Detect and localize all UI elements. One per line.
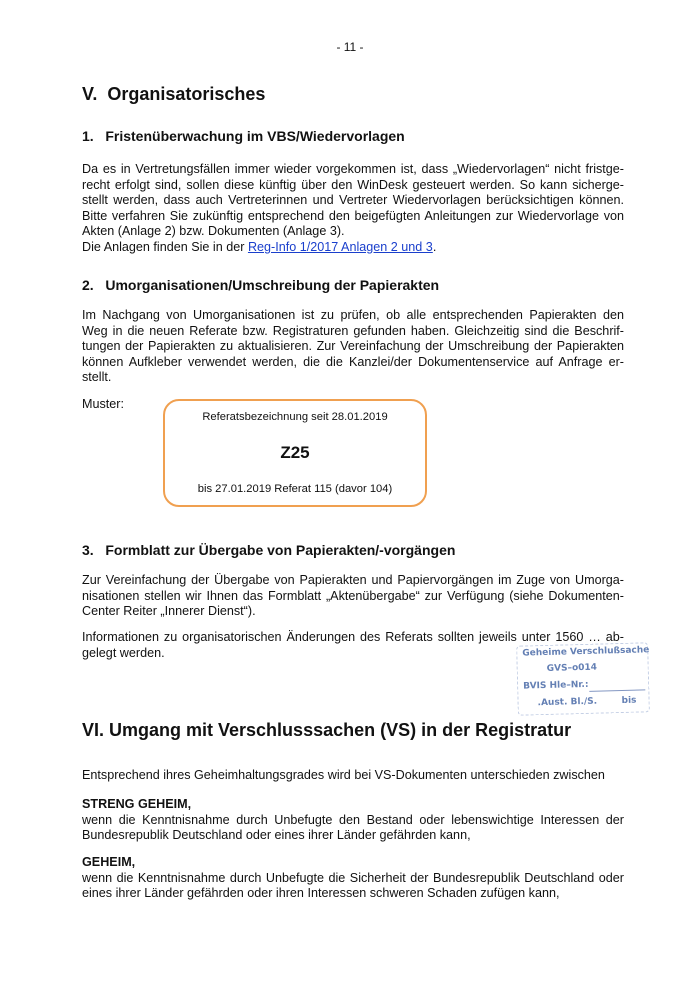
paragraph-line: Center Reiter „Innerer Dienst“).: [82, 604, 256, 619]
muster-label: Muster:: [82, 397, 124, 411]
muster-top-text: Referatsbezeichnung seit 28.01.2019: [202, 411, 388, 423]
section-v3-heading: 3. Formblatt zur Übergabe von Papierakten/-vorgängen: [82, 542, 456, 558]
paragraph-line: stellt.: [82, 370, 112, 385]
paragraph-line: Informationen zu organisatorischen Änderungen des Referats sollten jeweils unter 1560 … ab-: [82, 630, 624, 644]
section-v3-paragraph: [82, 573, 624, 620]
section-vi-title: VI. Umgang mit Verschlusssachen (VS) in der Registratur: [82, 720, 572, 740]
paragraph-line: nisationen stellen wir Ihnen das Formblatt „Aktenübergabe“ zur Verfügung (siehe Dokumenten-: [82, 588, 624, 603]
reg-info-link[interactable]: Reg-Info 1/2017 Anlagen 2 und 3: [247, 239, 433, 254]
page-number: - 11 -: [336, 40, 364, 54]
paragraph-line: Im Nachgang von Umorganisationen ist zu prüfen, ob alle entsprechenden Papierakten den: [82, 308, 624, 322]
stamp-gvs-number: GVS–o014: [546, 662, 598, 674]
level-label: GEHEIM,: [82, 855, 136, 869]
paragraph-line: gelegt werden.: [82, 645, 165, 660]
paragraph-line: Akten (Anlage 2) bzw. Dokumenten (Anlage 3).: [82, 224, 345, 239]
level-label: STRENG GEHEIM,: [82, 797, 192, 811]
stamp-bvis-label: BVIS Hle–Nr.:: [523, 679, 589, 692]
anlagen-line: [82, 240, 624, 256]
section-v2-paragraph: [82, 308, 624, 386]
muster-sticker: [163, 399, 427, 507]
paragraph-line: recht erfolgt sind, sollen diese künftig über den WinDesk gesteuert werden. So kann sicherge-: [82, 177, 624, 192]
stamp-title: Geheime Verschlußsache: [522, 645, 650, 659]
paragraph-line: tungen der Papierakten zu aktualisieren. Zur Vereinfachung der Umschreibung der Papierakten: [82, 339, 624, 354]
section-v-title: V. Organisatorisches: [82, 84, 266, 104]
stamp-aust-label: .Aust. Bl./S.: [537, 696, 598, 709]
paragraph-line: Da es in Vertretungsfällen immer wieder vorgekommen ist, dass „Wiedervorlagen“ nicht fristge-: [82, 162, 624, 176]
paragraph-line: Weg in die neuen Referate bzw. Registraturen gefunden haben. Gleichzeitig sind die Beschrif-: [82, 323, 624, 338]
section-vi-intro: Entsprechend ihres Geheimhaltungsgrades wird bei VS-Dokumenten unterschieden zwischen: [82, 768, 605, 782]
level-geheim: [82, 855, 624, 902]
muster-bottom-text: bis 27.01.2019 Referat 115 (davor 104): [197, 483, 393, 495]
paragraph-line: stellt werden, dass auch Vertreterinnen und Vertreter Wiedervorlagen berücksichtigen können.: [82, 193, 624, 208]
section-v2-heading: 2. Umorganisationen/Umschreibung der Papierakten: [82, 277, 440, 293]
paragraph-line: Bitte verfahren Sie zukünftig entsprechend den beigefügten Anleitungen zur Wiedervorlage von: [82, 208, 624, 223]
anlagen-prefix: Die Anlagen finden Sie in der: [82, 239, 248, 254]
paragraph-line: Bundesrepublik Deutschland oder eines ihrer Länder gefährden kann,: [82, 828, 471, 843]
anlagen-suffix: .: [432, 239, 437, 254]
gvs-stamp: [516, 642, 650, 715]
paragraph-line: eines ihrer Länder gefährden oder ihren Interessen schweren Schaden zufügen kann,: [82, 886, 560, 901]
stamp-bis-label: bis: [621, 695, 637, 706]
muster-code: Z25: [280, 443, 310, 462]
level-streng-geheim: [82, 797, 624, 844]
paragraph-line: Zur Vereinfachung der Übergabe von Papierakten und Papiervorgängen im Zuge von Umorga-: [82, 573, 624, 587]
paragraph-line: wenn die Kenntnisnahme durch Unbefugte den Bestand oder lebenswichtige Interessen der: [82, 812, 624, 827]
section-v1-heading: 1. Fristenüberwachung im VBS/Wiedervorlagen: [82, 128, 405, 144]
paragraph-line: wenn die Kenntnisnahme durch Unbefugte die Sicherheit der Bundesrepublik Deutschland oder: [82, 870, 624, 885]
paragraph-line: können Aufkleber verwendet werden, die die Kanzlei/der Dokumentenservice auf Anfrage er-: [82, 354, 624, 369]
section-v1-paragraph: [82, 162, 624, 256]
